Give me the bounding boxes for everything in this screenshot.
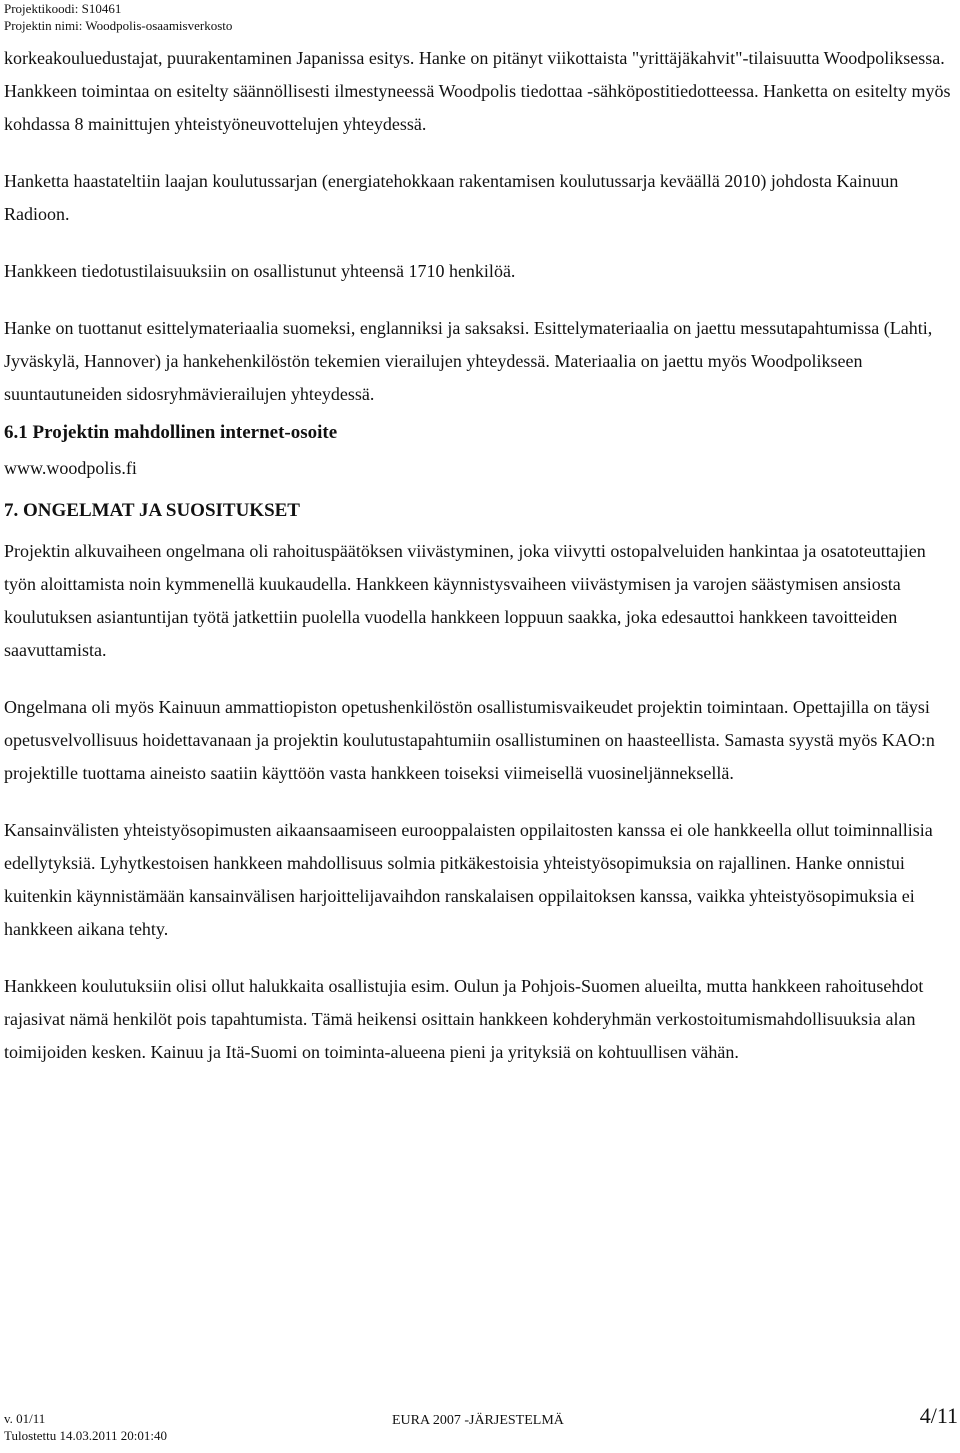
- paragraph-materials: Hanke on tuottanut esittelymateriaalia suomeksi, englanniksi ja saksaksi. Esittelymateriaalia on jaettu messutapahtumissa (Lahti, Jyväskylä, Hannover) ja hankehenkilöstön tekemien vierailujen yhteydessä. Materiaalia on jaettu myös Woodpolikseen suuntautuneiden sidosryhmävierailujen yhteydessä.: [4, 318, 933, 404]
- project-code: Projektikoodi: S10461: [4, 1, 122, 16]
- project-website-url: www.woodpolis.fi: [4, 458, 137, 478]
- section-heading-7: 7. ONGELMAT JA SUOSITUKSET: [4, 500, 300, 521]
- paragraph-communication: korkeakouluedustajat, puurakentaminen Japanissa esitys. Hanke on pitänyt viikottaista "yrittäjäkahvit"-tilaisuutta Woodpoliksessa. Hankkeen toimintaa on esitelty säännöllisesti ilmestyneessä Woodpolis tiedottaa -sähköpostitiedotteessa. Hanketta on esitelty myös kohdassa 8 mainittujen yhteistyöneuvottelujen yhteydessä.: [4, 48, 951, 134]
- section-heading-6-1: 6.1 Projektin mahdollinen internet-osoite: [4, 422, 338, 443]
- footer-system-name: EURA 2007 -JÄRJESTELMÄ: [392, 1413, 564, 1428]
- footer-version: v. 01/11: [4, 1411, 46, 1426]
- project-name: Projektin nimi: Woodpolis-osaamisverkosto: [4, 18, 233, 33]
- paragraph-participants: Hankkeen tiedotustilaisuuksiin on osallistunut yhteensä 1710 henkilöä.: [4, 261, 516, 281]
- paragraph-problem-funding: Projektin alkuvaiheen ongelmana oli rahoituspäätöksen viivästyminen, joka viivytti ostopalveluiden hankintaa ja osatoteuttajien työn aloittamista noin kymmenellä kuukaudella. Hankkeen käynnistysvaiheen viivästymisen ja varojen säästymisen ansiosta koulutuksen asiantuntijan työtä jatkettiin puolella vuodella hankkeen loppuun saakka, joka edesauttoi hankkeen tavoitteiden saavuttamista.: [4, 541, 926, 660]
- paragraph-problem-regional: Hankkeen koulutuksiin olisi ollut halukkaita osallistujia esim. Oulun ja Pohjois-Suomen alueilta, mutta hankkeen rahoitusehdot rajasivat nämä henkilöt pois tapahtumista. Tämä heikensi osittain hankkeen kohderyhmän verkostoitumismahdollisuuksia alan toimijoiden kesken. Kainuu ja Itä-Suomi on toiminta-alueena pieni ja yrityksiä on kohtuullisen vähän.: [4, 976, 924, 1062]
- footer-print-timestamp: Tulostettu 14.03.2011 20:01:40: [4, 1428, 168, 1443]
- paragraph-problem-international: Kansainvälisten yhteistyösopimusten aikaansaamiseen eurooppalaisten oppilaitosten kanssa ei ole hankkeella ollut toiminnallisia edellytyksiä. Lyhytkestoisen hankkeen mahdollisuus solmia pitkäkestoisia yhteistyösopimuksia on rajallinen. Hanke onnistui kuitenkin käynnistämään kansainvälisen harjoittelijavaihdon ranskalaisen oppilaitoksen kanssa, vaikka yhteistyösopimuksia ei hankkeen aikana tehty.: [4, 820, 933, 939]
- footer-meta: [4, 1410, 167, 1444]
- document-body: [4, 42, 958, 1069]
- footer-page-number: 4/11: [919, 1403, 958, 1428]
- page-header: [4, 0, 232, 34]
- page-footer: [4, 1403, 958, 1453]
- paragraph-radio-interview: Hanketta haastateltiin laajan koulutussarjan (energiatehokkaan rakentamisen koulutussarja keväällä 2010) johdosta Kainuun Radioon.: [4, 171, 899, 224]
- paragraph-problem-teachers: Ongelmana oli myös Kainuun ammattiopiston opetushenkilöstön osallistumisvaikeudet projektin toimintaan. Opettajilla on täysi opetusvelvollisuus hoidettavanaan ja projektin koulutustapahtumiin osallistuminen on haasteellista. Samasta syystä myös KAO:n projektille tuottama aineisto saatiin käyttöön vasta hankkeen toiseksi viimeisellä vuosineljänneksellä.: [4, 697, 935, 783]
